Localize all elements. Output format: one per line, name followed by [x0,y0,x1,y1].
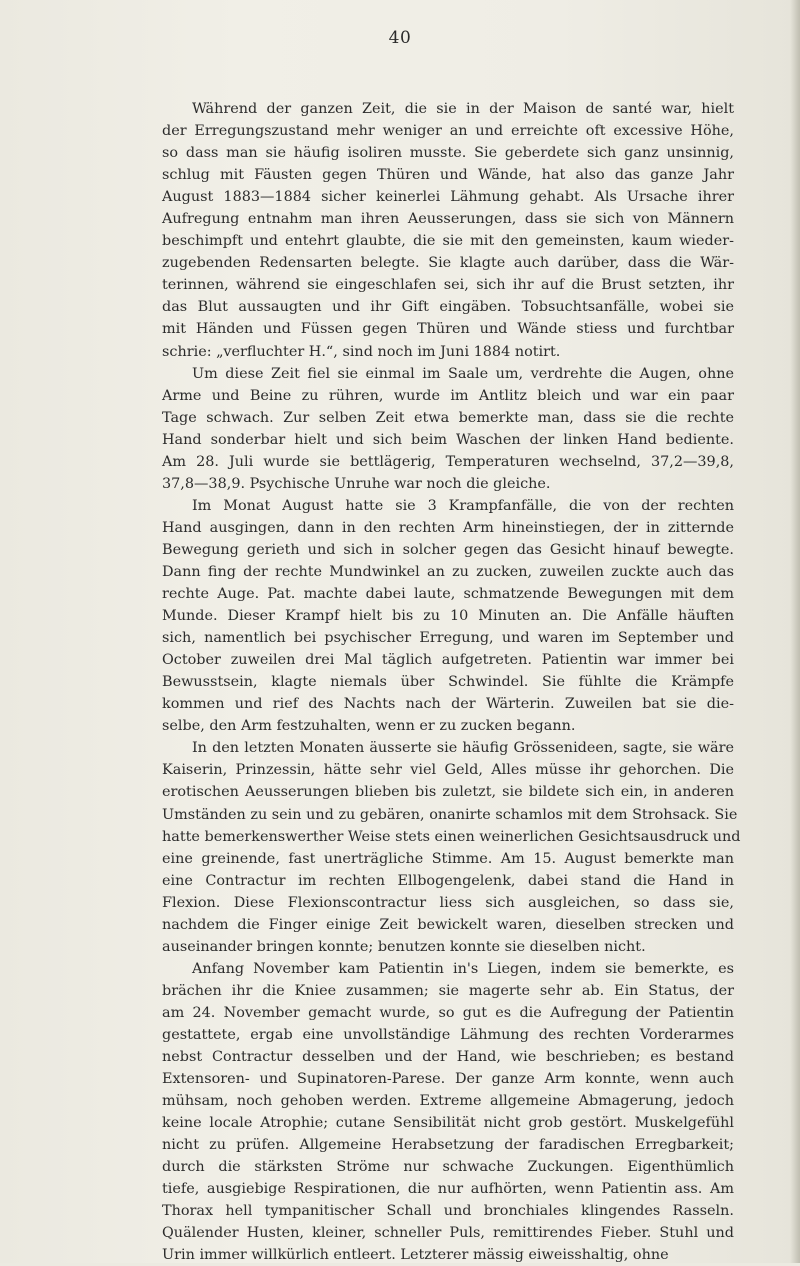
paragraph [162,98,734,363]
text-line: eine Contractur im rechten Ellbogengelenk, dabei stand die Hand in [162,872,734,889]
page-edge-shadow [790,0,800,1263]
text-line: August 1883—1884 sicher keinerlei Lähmung gehabt. Als Ursache ihrer [162,189,734,206]
paragraph [162,737,741,957]
text-line: nachdem die Finger einige Zeit bewickelt waren, dieselben strecken und [162,916,734,933]
text-line: Dann fing der rechte Mundwinkel an zu zucken, zuweilen zuckte auch das [162,563,734,580]
text-line: 37,8—38,9. Psychische Unruhe war noch die gleiche. [162,475,551,492]
text-line: Extensoren- und Supinatoren-Parese. Der ganze Arm konnte, wenn auch [162,1071,734,1088]
text-line: keine locale Atrophie; cutane Sensibilität nicht grob gestört. Muskelgefühl [162,1115,734,1132]
text-line: terinnen, während sie eingeschlafen sei, sich ihr auf die Brust setzten, ihr [162,277,734,294]
text-line: Aufregung entnahm man ihren Aeusserungen, dass sie sich von Männern [162,211,734,228]
text-line: so dass man sie häufig isoliren musste. Sie geberdete sich ganz unsinnig, [162,145,734,162]
paragraph [162,363,734,495]
text-line: nebst Contractur desselben und der Hand, wie beschrieben; es bestand [162,1049,734,1066]
text-line: zugebenden Redensarten belegte. Sie klagte auch darüber, dass die Wär- [162,255,734,272]
text-line: Arme und Beine zu rühren, wurde im Antlitz bleich und war ein paar [162,387,734,404]
text-line: In den letzten Monaten äusserte sie häufig Grössenideen, sagte, sie wäre [192,740,734,757]
text-line: rechte Auge. Pat. machte dabei laute, schmatzende Bewegungen mit dem [162,586,734,603]
page-number: 40 [388,28,412,48]
text-line: Am 28. Juli wurde sie bettlägerig, Temperaturen wechselnd, 37,2—39,8, [162,453,734,470]
text-line: Urin immer willkürlich entleert. Letzterer mässig eiweisshaltig, ohne [162,1247,669,1264]
text-line: kommen und rief des Nachts nach der Wärterin. Zuweilen bat sie die- [162,696,734,713]
text-line: Anfang November kam Patientin in's Liegen, indem sie bemerkte, es [192,960,734,977]
paragraph [162,958,734,1266]
text-line: Hand ausgingen, dann in den rechten Arm hineinstiegen, der in zitternde [162,519,734,536]
text-line: tiefe, ausgiebige Respirationen, die nur aufhörten, wenn Patientin ass. Am [162,1181,734,1198]
text-line: Quälender Husten, kleiner, schneller Puls, remittirendes Fieber. Stuhl und [162,1225,734,1242]
text-line: Tage schwach. Zur selben Zeit etwa bemerkte man, dass sie die rechte [162,409,734,426]
text-line: October zuweilen drei Mal täglich aufgetreten. Patientin war immer bei [162,652,734,669]
text-line: Kaiserin, Prinzessin, hätte sehr viel Geld, Alles müsse ihr gehorchen. Die [162,762,734,779]
text-line: mit Händen und Füssen gegen Thüren und Wände stiess und furchtbar [162,321,734,338]
text-line: durch die stärksten Ströme nur schwache Zuckungen. Eigenthümlich [162,1159,734,1176]
text-line: Bewegung gerieth und sich in solcher gegen das Gesicht hinauf bewegte. [162,541,734,558]
text-line: auseinander bringen konnte; benutzen konnte sie dieselben nicht. [162,938,646,955]
text-line: Umständen zu sein und zu gebären, onanirte schamlos mit dem Strohsack. Sie [162,806,738,823]
text-line: Flexion. Diese Flexionscontractur liess sich ausgleichen, so dass sie, [162,894,734,911]
text-line: eine greinende, fast unerträgliche Stimme. Am 15. August bemerkte man [162,850,734,867]
text-line: Hand sonderbar hielt und sich beim Waschen der linken Hand bediente. [162,431,734,448]
text-line: mühsam, noch gehoben werden. Extreme allgemeine Abmagerung, jedoch [162,1093,734,1110]
text-line: der Erregungszustand mehr weniger an und erreichte oft excessive Höhe, [162,123,734,140]
text-line: Um diese Zeit fiel sie einmal im Saale um, verdrehte die Augen, ohne [192,365,734,382]
text-line: nicht zu prüfen. Allgemeine Herabsetzung der faradischen Erregbarkeit; [162,1137,734,1154]
text-line: schrie: „verfluchter H.“, sind noch im Juni 1884 notirt. [162,343,561,360]
text-line: schlug mit Fäusten gegen Thüren und Wände, hat also das ganze Jahr [162,167,734,184]
text-line: Thorax hell tympanitischer Schall und bronchiales klingendes Rasseln. [162,1203,734,1220]
text-line: sich, namentlich bei psychischer Erregung, und waren im September und [162,630,734,647]
text-line: gestattete, ergab eine unvollständige Lähmung des rechten Vorderarmes [162,1026,734,1043]
body-text [162,98,741,1266]
text-line: selbe, den Arm festzuhalten, wenn er zu zucken begann. [162,718,576,735]
text-line: Im Monat August hatte sie 3 Krampfanfälle, die von der rechten [192,497,734,514]
text-line: das Blut aussaugten und ihr Gift eingäben. Tobsuchtsanfälle, wobei sie [162,299,734,316]
text-line: erotischen Aeusserungen blieben bis zuletzt, sie bildete sich ein, in anderen [162,784,734,801]
text-line: Munde. Dieser Krampf hielt bis zu 10 Minuten an. Die Anfälle häuften [162,608,734,625]
text-line: Während der ganzen Zeit, die sie in der Maison de santé war, hielt [192,101,734,117]
paragraph [162,495,734,738]
text-line: am 24. November gemacht wurde, so gut es die Aufregung der Patientin [162,1004,734,1021]
text-line: brächen ihr die Kniee zusammen; sie magerte sehr ab. Ein Status, der [162,982,734,999]
text-line: beschimpft und entehrt glaubte, die sie mit den gemeinsten, kaum wieder- [162,233,734,250]
text-line: hatte bemerkenswerther Weise stets einen weinerlichen Gesichtsausdruck und [162,828,741,845]
text-line: Bewusstsein, klagte niemals über Schwindel. Sie fühlte die Krämpfe [162,674,734,691]
